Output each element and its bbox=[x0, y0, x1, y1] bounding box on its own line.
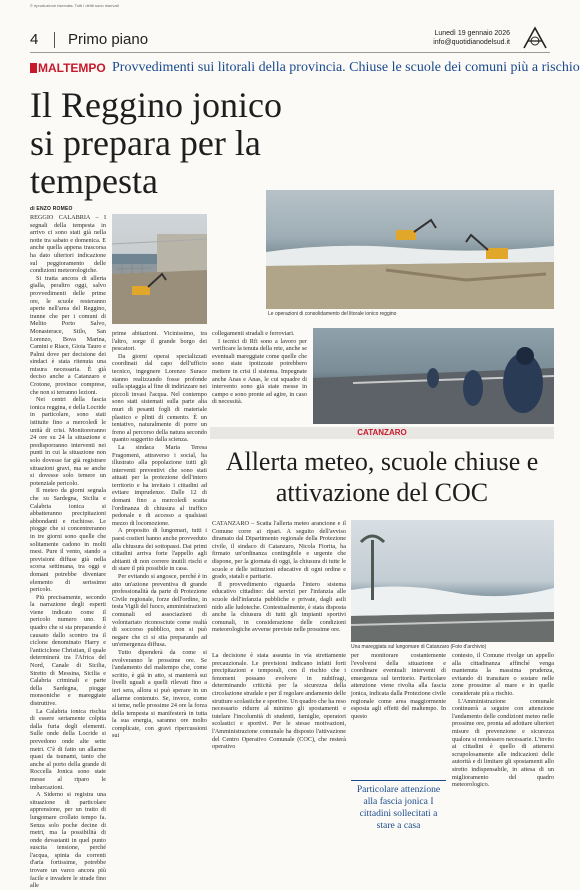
main-article-column-1 bbox=[30, 214, 106, 890]
paragraph: contesto, il Comune rivolge un appello alla cittadinanza affinché venga mantenuta la massima prudenza, evitando di transitare o sostare nelle zone prossime al mare e in quelle considerate più a rischio. bbox=[452, 652, 554, 697]
workers-seafront-photo bbox=[313, 328, 554, 424]
paragraph: CATANZARO – Scatta l'allerta meteo arancione e il Comune corre ai ripari. A seguito dell'avviso diramato dal Dipartimento regionale della Protezione civile, il sindaco di Catanzaro, Nicola Fiorita, ha firmato un'ordinanza contingibile e urgente che dispone, per la giornata di oggi, la chiusura di tutte le scuole e delle istituzioni educative di ogni ordine e grado, statali e paritarie. bbox=[212, 520, 346, 581]
masthead-rule bbox=[30, 52, 550, 53]
main-headline: Il Reggino jonico si prepara per la tempesta bbox=[30, 85, 282, 201]
paragraph: REGGIO CALABRIA – I segnali della tempesta in arrivo ci sono stati già nella notte tra sabato e domenica. E anche quella appena trascorsa ha dato ulteriori indicazione sul peggioramento delle condizioni meteorologiche. bbox=[30, 214, 106, 275]
paragraph: A Siderno si registra una situazione di particolare apprensione, per un tratto di lungomare crollato tempo fa. Senza solo poche decine di metri, ma la possibilità di onde devastanti in quel punto suscita tensione, perché l'acqua, spinta da correnti d'aria fortissime, potrebbe trovare un varco ancora più facile e invadere le strade fino alle bbox=[30, 791, 106, 890]
paragraph: La decisione è stata assunta in via strettamente precauzionale. Le previsioni indicano infatti forti precipitazioni e temporali, con il rischio che i fenomeni possano evolvere in nubifragi, determinando criticità per la sicurezza della circolazione stradale e per il regolare andamento delle strutture scolastiche e sportive. Un quadro che ha reso necessario ridurre al minimo gli spostamenti e tutelare l'incolumità di studenti, famiglie, operatori scolastici e sportivi. Per le stesse motivazioni, l'Amministrazione comunale ha disposto l'attivazione del Centro Operativo Comunale (COC), che resterà operativo bbox=[212, 652, 346, 751]
pull-quote: Particolare attenzione alla fascia jonica I cittadini sollecitati a stare a casa bbox=[356, 784, 441, 831]
masthead-separator bbox=[54, 32, 55, 48]
issue-date: Lunedì 19 gennaio 2026 bbox=[434, 30, 510, 37]
paragraph: Si tratta ancora di allerta gialla, peraltro oggi, salvo provvedimenti delle prime ore, le scuole resteranno aperte nell'area del Reggino, tranne che per i comuni di Melito Porto Salvo, Monasterace, Stilo, San Lorenzo, Bova Marina, Camini e Riace, Gioia Tauro e Palmi dove per decisione dei sindaci è stata ritenuta una misura necessaria. È già deciso anche a Catanzaro e Crotone, province comprese, che non si terranno lezioni. bbox=[30, 274, 106, 396]
catanzaro-seafront-photo bbox=[351, 520, 554, 642]
paragraph: Più precisamente, secondo la narrazione degli esperti viene indicato come il pericolo numero uno. Il quadro che si sta preparando è causato dallo scontro tra il ciclone denominato Harry e l'anticiclone Christian, il quale determinerà tra l'Africa del Nord, Canale di Sicilia, Stretto di Messina, Sicilia e Calabria criminali e parte della Sardegna, piogge monsoniche e mareggiate distruttive. bbox=[30, 593, 106, 707]
second-article-column-2 bbox=[351, 652, 446, 778]
paragraph: Tutto dipenderà da come si evolveranno le prossime ore. Se l'andamento del maltempo che, come scritto, è già in atto, si manterrà sui livelli uguali a quelli rilevati fino a ieri sera, allora si può sperare in un allarme contenuto. Se, invece, come si teme, nelle prossime 24 ore la forza della tempesta si manifesterà in tutta la sua energia, saranno ore molto complicate, con gravi ripercussioni sui bbox=[112, 648, 207, 740]
main-article-column-2 bbox=[112, 330, 207, 868]
kicker-label: MALTEMPO bbox=[38, 61, 106, 75]
second-article-column-1b bbox=[212, 652, 346, 868]
byline: di ENZO ROMEO bbox=[30, 206, 73, 212]
photo-caption-top: Le operazioni di consolidamento del litorale ionico reggino bbox=[268, 311, 397, 317]
paragraph: Per evitando si angosce, perché è in atto un'azione preventiva di grande professionalità da parte di Protezione Civile regionale, forze dell'ordine, in testa Vigili del fuoco, amministrazioni comunali ed associazioni di volontariato riconosciute come realtà di soccorso pubblico, non si può negare che ci si stia preparando ad un'emergenza diffusa. bbox=[112, 573, 207, 649]
main-article-column-3 bbox=[212, 330, 307, 422]
beach-works-photo bbox=[112, 214, 207, 324]
pull-quote-rule-top bbox=[351, 780, 446, 781]
second-article-column-3 bbox=[452, 652, 554, 868]
paragraph: per monitorare costantemente l'evolversi della situazione e coordinare eventuali interventi di emergenza sul territorio. Particolare attenzione viene rivolta alla fascia jonica, indicata dalla Protezione civile regionale come area maggiormente esposta agli effetti del maltempo. In questo bbox=[351, 652, 446, 720]
photo-caption-catanzaro: Una mareggiata sul lungomare di Catanzaro (Foto d'archivio) bbox=[351, 644, 487, 650]
paragraph: Il provvedimento riguarda l'intero sistema educativo cittadino: dai servizi per l'infanzia alle scuole dell'infanzia pubbliche e private, dagli asili nido alle ludoteche. Contestualmente, è stata disposta anche la chiusura di tutti gli impianti sportivi comunali, in considerazione delle condizioni meteorologiche avverse previste nelle prossime ore. bbox=[212, 580, 346, 634]
contact-email: info@quotidianodelsud.it bbox=[433, 39, 510, 46]
beach-excavators-photo bbox=[266, 190, 554, 309]
kicker-subhead: Provvedimenti sui litorali della provincia. Chiuse le scuole dei comuni più a rischio bbox=[112, 60, 580, 75]
kicker-marker bbox=[30, 63, 37, 73]
paragraph: A proposito di lungomari, tutti i paesi costieri hanno anche provveduto alla chiusura dei sottopassi. Dai primi cittadini arriva forte l'appello agli abitanti di non correre inutili rischi e di stare il più possibile in casa. bbox=[112, 527, 207, 573]
page-number: 4 bbox=[30, 31, 39, 48]
paragraph: Nei centri della fascia ionica reggina, e della Locride in particolare, sono stati istituite fino a mercoledì le unità di crisi. Monitoreranno 24 ore su 24 la situazione e predisporranno interventi nei punti in cui la situazione non solo dovesse far già registrare situazioni gravi, ma se anche si dovesse solo temere un potenziale pericolo. bbox=[30, 396, 106, 487]
paragraph: L'Amministrazione comunale continuerà a seguire con attenzione l'andamento delle condizioni meteo nelle prossime ore, pronta ad adottare ulteriori misure di prevenzione e sicurezza qualora si rendessero necessarie. L'invito ai cittadini è quello di attenersi scrupolosamente alle indicazioni delle autorità e di limitare gli spostamenti allo stretto indispensabile, in attesa di un miglioramento del quadro meteorologico. bbox=[452, 697, 554, 789]
masthead-date-block bbox=[433, 29, 510, 47]
copyright-notice: © riproduzione riservata. Tutti i diritti sono riservati bbox=[30, 3, 119, 8]
quotidiano-logo-icon bbox=[520, 26, 550, 50]
paragraph: collegamenti stradali e ferroviari. bbox=[212, 330, 295, 337]
paragraph: I tecnici di Rfi sono a lavoro per verificare la tenuta della rete, anche se eventuali mareggiate come quelle che sono state ipotizzate potrebbero mettere in crisi il sistema. Impegnate anche Anas e Anas, le cui squadre di intervento sono già state messe in campo e sono pronte ad agire, in caso di necessità. bbox=[212, 337, 307, 406]
category-label: CATANZARO bbox=[357, 428, 407, 437]
paragraph: Da giorni operai specializzati coordinati dal capo dell'ufficio tecnico, ingegnere Lorenzo Surace stanno realizzando fosse profonde sulla spiaggia al fine di indirizzare nei piccoli invasi l'acqua. Nel contempo sono stati sistemati sulla parte alta muri di pesanti fogli di materiale plastico e plinti di cemento. È un tentativo, naturalmente di porre un freno al percorso della natura secondo quanto suggerito dalla scienza. bbox=[112, 352, 207, 444]
paragraph: La sindaca Maria Teresa Fragomeni, attraverso i social, ha illustrato alla popolazione tutti gli interventi preventivi che sono stati attuati per la protezione dell'intero territorio e ha invitato i cittadini ad evitare imprudenze. Dalle 12 di domani fino a mercoledì scatta l'ordinanza di chiusura al traffico pedonale e di accesso a qualsiasi mezzo di locomozione. bbox=[112, 443, 207, 527]
paragraph: La Calabria ionica rischia di essere seriamente colpita dalla furia degli elementi. Sulle onde della Locride si prevedono onde alte sette metri. C'è di fatto un allarme quasi da tsunami, tanto che anche al porto della grande di Roccella Jonica sono state messe al riparo le imbarcazioni. bbox=[30, 707, 106, 791]
section-title: Primo piano bbox=[68, 31, 149, 48]
second-headline: Allerta meteo, scuole chiuse e attivazione del COC bbox=[225, 447, 539, 507]
paragraph: prime abitazioni. Vicinissimo, tra l'altro, sorge il grande borgo dei pescatori. bbox=[112, 330, 207, 353]
paragraph: Il meteo da giorni segnala che su Sardegna, Sicilia e Calabria ionica si abbatteranno precipitazioni abbondanti e rischiose. Le piogge che si concentreranno in tre giorni sono quelle che solitamente cadono in molti mesi. Pure il vento, stando a previsioni diffuse già nella scorsa settimana, tra oggi e domani potrebbe diventare elemento di serissimo pericolo. bbox=[30, 487, 106, 594]
